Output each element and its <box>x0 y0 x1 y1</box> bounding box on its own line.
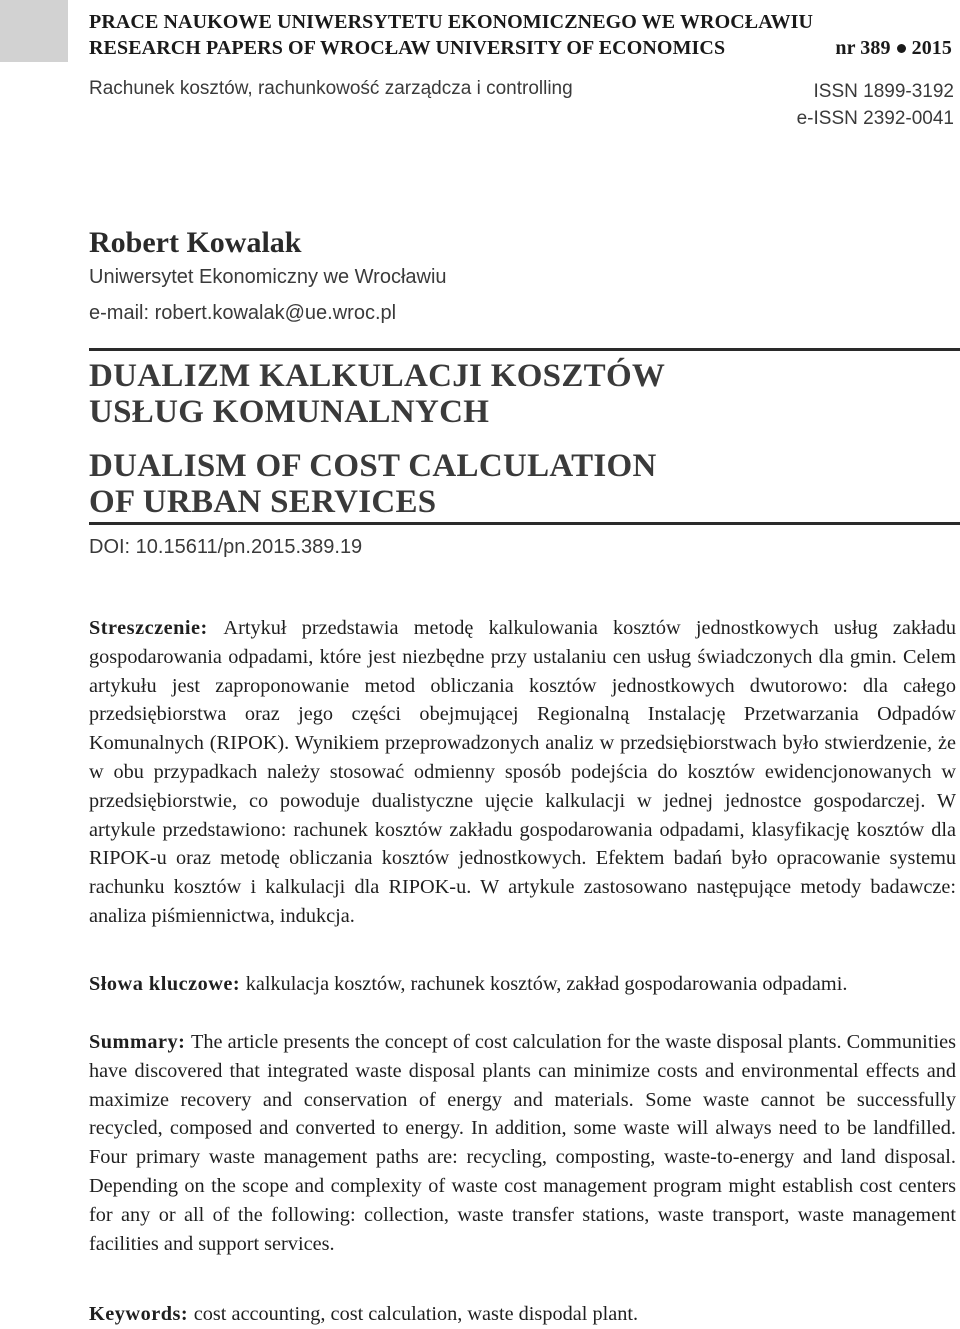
title-pl-line2: USŁUG KOMUNALNYCH <box>89 394 490 430</box>
journal-title-en-row <box>89 36 952 60</box>
abstract-en-label: Summary: <box>89 1031 191 1053</box>
keywords-en-text: cost accounting, cost calculation, waste dispodal plant. <box>193 1303 639 1325</box>
abstract-pl-text: Artykuł przedstawia metodę kalkulowania kosztów jednostkowych usług zakładu gospodarowania odpadami, które jest niezbędne przy ustalaniu cen usług świadczonych dla gmin. Celem artykułu jest zaproponowanie metod obliczania kosztów jednostkowych dwutorowo: dla całego przedsiębiorstwa oraz jego części obejmującej Regionalną Instalację Przetwarzania Odpadów Komunalnych (RIPOK). Wynikiem przeprowadzonych analiz w przedsiębiorstwach było stwierdzenie, że w obu przypadkach należy stosować odmienny sposób podejścia do kosztów ewidencjonowanych w przedsiębiorstwie, co powoduje dualistyczne ujęcie kalkulacji w jednej jednostce gospodarczej. W artykule przedstawiono: rachunek kosztów zakładu gospodarowania odpadami, klasyfikację kosztów dla RIPOK-u oraz metodę obliczania kosztów jednostkowych. Efektem badań było opracowanie systemu rachunku kosztów i kalkulacji dla RIPOK-u. W artykule zastosowano następujące metody badawcze: analiza piśmiennictwa, indukcja. <box>89 617 956 927</box>
title-en-line2: OF URBAN SERVICES <box>89 484 437 520</box>
abstract-en-text: The article presents the concept of cost calculation for the waste disposal plants. Communities have discovered that integrated waste disposal plants can minimize costs and environmental effects and maximize recovery and conservation of energy and materials. Some waste cannot be successfully recycled, composed and converted to energy. In addition, some waste will always need to be landfilled. Four primary waste management paths are: recycling, composting, waste-to-energy and land disposal. Depending on the scope and complexity of waste cost management program might establish cost centers for any or all of the following: collection, waste transfer stations, waste transport, waste management facilities and support services. <box>89 1031 956 1255</box>
author-name: Robert Kowalak <box>89 226 302 259</box>
keywords-pl <box>89 970 956 999</box>
series-name: Rachunek kosztów, rachunkowość zarządcza i controlling <box>89 78 573 99</box>
keywords-en <box>89 1300 956 1329</box>
doi: DOI: 10.15611/pn.2015.389.19 <box>89 536 363 558</box>
corner-gray-block <box>0 0 68 62</box>
title-en <box>89 448 657 520</box>
abstract-pl <box>89 614 956 931</box>
issn: ISSN 1899-3192 <box>813 81 954 102</box>
title-en-line1: DUALISM OF COST CALCULATION <box>89 448 657 484</box>
journal-title-en: RESEARCH PAPERS OF WROCŁAW UNIVERSITY OF ECONOMICS <box>89 37 726 59</box>
bottom-rule <box>89 522 960 525</box>
author-email: e-mail: robert.kowalak@ue.wroc.pl <box>89 302 397 324</box>
series-row <box>89 78 954 132</box>
abstract-en <box>89 1028 956 1258</box>
author-affiliation: Uniwersytet Ekonomiczny we Wrocławiu <box>89 266 447 288</box>
issue-info <box>835 36 952 60</box>
issue-number: nr 389 <box>835 37 891 59</box>
abstract-pl-label: Streszczenie: <box>89 617 224 639</box>
issn-block <box>797 78 954 132</box>
issue-year: 2015 <box>911 37 952 59</box>
keywords-en-label: Keywords: <box>89 1303 194 1325</box>
title-pl <box>89 358 665 430</box>
title-pl-line1: DUALIZM KALKULACJI KOSZTÓW <box>89 358 666 394</box>
keywords-pl-text: kalkulacja kosztów, rachunek kosztów, zakład gospodarowania odpadami. <box>245 973 848 995</box>
top-rule <box>89 348 960 351</box>
journal-title-pl: PRACE NAUKOWE UNIWERSYTETU EKONOMICZNEGO WE WROCŁAWIU <box>89 11 814 33</box>
eissn: e-ISSN 2392-0041 <box>796 108 954 129</box>
keywords-pl-label: Słowa kluczowe: <box>89 973 246 995</box>
bullet-icon <box>897 44 906 53</box>
